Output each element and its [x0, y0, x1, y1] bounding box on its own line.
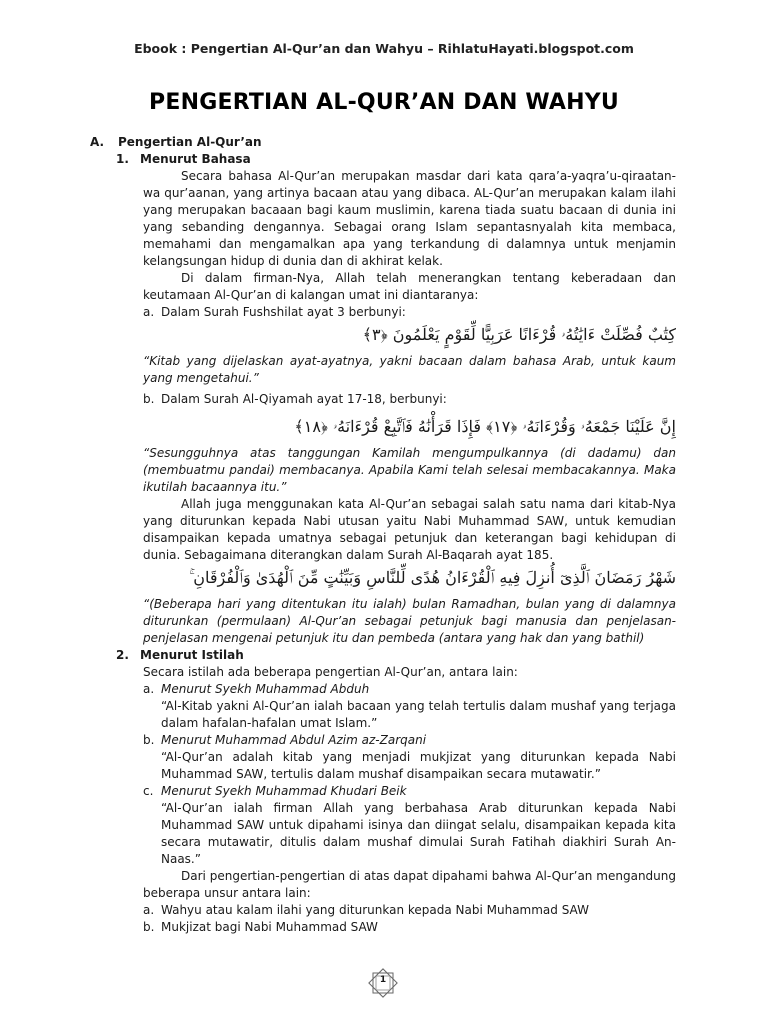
list-item: [143, 902, 676, 919]
definition-source: Menurut Syekh Muhammad Abduh: [161, 682, 370, 696]
subsection-2-text: Menurut Istilah: [140, 648, 244, 662]
section-a-heading: [90, 134, 676, 151]
page-number: 1: [379, 975, 387, 985]
definition-item: [143, 681, 676, 732]
document-body: [90, 134, 676, 936]
definition-source: Menurut Muhammad Abdul Azim az-Zarqani: [161, 733, 427, 747]
list-item-b: [143, 391, 447, 408]
definition-item: [143, 732, 676, 783]
list-item-a: [143, 304, 676, 321]
section-a-text: Pengertian Al-Qur’an: [118, 135, 262, 149]
arabic-verse-baqarah: شَهْرُ رَمَضَانَ ٱلَّذِىٓ أُنزِلَ فِيهِ ٱلْقُرْءَانُ هُدًى لِّلنَّاسِ وَبَيِّنَٰتٍ مِّنَ ٱلْهُدَىٰ وَٱلْفُرْقَانِ ۚ: [189, 568, 676, 587]
definition-label: c.: [143, 784, 154, 798]
list-item-b-text: Dalam Surah Al-Qiyamah ayat 17-18, berbunyi:: [161, 392, 447, 406]
translation-qiyamah: “Sesungguhnya atas tanggungan Kamilah mengumpulkannya (di dadamu) dan (membuatmu pandai) membacanya. Apabila Kami telah selesai membacakannya. Maka ikutilah bacaannya itu.”: [143, 446, 676, 494]
section-a-label: A.: [90, 135, 105, 149]
list-item-b-label: b.: [143, 392, 155, 406]
subsection-2-label: 2.: [116, 648, 129, 662]
arabic-verse-fushshilat: كِتَٰبٌ فُصِّلَتْ ءَايَٰتُهُۥ قُرْءَانًا عَرَبِيًّا لِّقَوْمٍ يَعْلَمُونَ ﴿٣﴾: [362, 325, 676, 344]
list-item-text: Mukjizat bagi Nabi Muhammad SAW: [161, 920, 378, 934]
definition-text: “Al-Qur’an ialah firman Allah yang berbahasa Arab diturunkan kepada Nabi Muhammad SAW untuk dipahami isinya dan diingat selalu, disampaikan kepada kita secara mutawatir, ditulis dalam mushaf dimulai Surah Fatihah diakhiri Surah An-Naas.”: [161, 801, 676, 866]
page-number-badge: [366, 966, 400, 1000]
qiyamah-row: [143, 387, 676, 413]
subsection-2-heading: [116, 647, 676, 664]
running-header: Ebook : Pengertian Al-Qur’an dan Wahyu – RihlatuHayati.blogspot.com: [134, 41, 634, 56]
paragraph-istilah: Secara istilah ada beberapa pengertian Al-Qur’an, antara lain:: [143, 665, 518, 679]
paragraph-unsur: Dari pengertian-pengertian di atas dapat dipahami bahwa Al-Qur’an mengandung beberapa unsur antara lain:: [143, 869, 676, 900]
list-item-a-text: Dalam Surah Fushshilat ayat 3 berbunyi:: [161, 305, 406, 319]
list-item-a-label: a.: [143, 305, 155, 319]
subsection-1-heading: [116, 151, 676, 168]
paragraph-allah-juga: Allah juga menggunakan kata Al-Qur’an sebagai salah satu nama dari kitab-Nya yang diturunkan kepada Nabi utusan yaitu Nabi Muhammad SAW, untuk kemudian disampaikan kepada umatnya sebagai petunjuk dan keterangan bagi kehidupan di dunia. Sebagaimana diterangkan dalam Surah Al-Baqarah ayat 185.: [143, 497, 676, 562]
paragraph-firman: Di dalam firman-Nya, Allah telah menerangkan tentang keberadaan dan keutamaan Al-Qur’an di kalangan umat ini diantaranya:: [143, 271, 676, 302]
list-item-label: a.: [143, 903, 155, 917]
paragraph-bahasa: Secara bahasa Al-Qur’an merupakan masdar dari kata qara’a-yaqra’u-qiraatan-wa qur’aanan, yang artinya bacaan atau yang dibaca. AL-Qur’an merupakan kalam ilahi yang merupakan bacaaan bagi kaum muslimin, karena tiada suatu bacaan di dunia ini yang sebanding dengannya. Sebagai orang Islam sepantasnyalah kita membaca, memahami dan mengamalkan apa yang terkandung di dalamnya untuk menjamin kelangsungan hidup di dunia dan di akhirat kelak.: [143, 169, 676, 268]
definition-text: “Al-Kitab yakni Al-Qur’an ialah bacaan yang telah tertulis dalam mushaf yang terjaga dalam hafalan-hafalan umat Islam.”: [161, 699, 676, 730]
definition-label: a.: [143, 682, 155, 696]
definition-item: [143, 783, 676, 868]
subsection-1-text: Menurut Bahasa: [140, 152, 251, 166]
translation-baqarah: “(Beberapa hari yang ditentukan itu ialah) bulan Ramadhan, bulan yang di dalamnya diturunkan (permulaan) Al-Qur’an sebagai petunjuk bagi manusia dan penjelasan-penjelasan mengenai petunjuk itu dan pembeda (antara yang hak dan yang bathil): [143, 597, 676, 645]
list-item: [143, 919, 676, 936]
arabic-verse-qiyamah: إِنَّ عَلَيْنَا جَمْعَهُۥ وَقُرْءَانَهُۥ ﴿١٧﴾ فَإِذَا قَرَأْنَٰهُ فَٱتَّبِعْ قُرْءَانَهُۥ ﴿١٨﴾: [294, 417, 676, 436]
list-item-label: b.: [143, 920, 155, 934]
translation-fushshilat: “Kitab yang dijelaskan ayat-ayatnya, yakni bacaan dalam bahasa Arab, untuk kaum yang mengetahui.”: [143, 354, 676, 385]
definition-label: b.: [143, 733, 155, 747]
page-title: PENGERTIAN AL-QUR’AN DAN WAHYU: [149, 90, 619, 115]
definition-text: “Al-Qur’an adalah kitab yang menjadi mukjizat yang diturunkan kepada Nabi Muhammad SAW, tertulis dalam mushaf disampaikan secara mutawatir.”: [161, 750, 676, 781]
list-item-text: Wahyu atau kalam ilahi yang diturunkan kepada Nabi Muhammad SAW: [161, 903, 589, 917]
definition-source: Menurut Syekh Muhammad Khudari Beik: [161, 784, 407, 798]
subsection-1-label: 1.: [116, 152, 129, 166]
